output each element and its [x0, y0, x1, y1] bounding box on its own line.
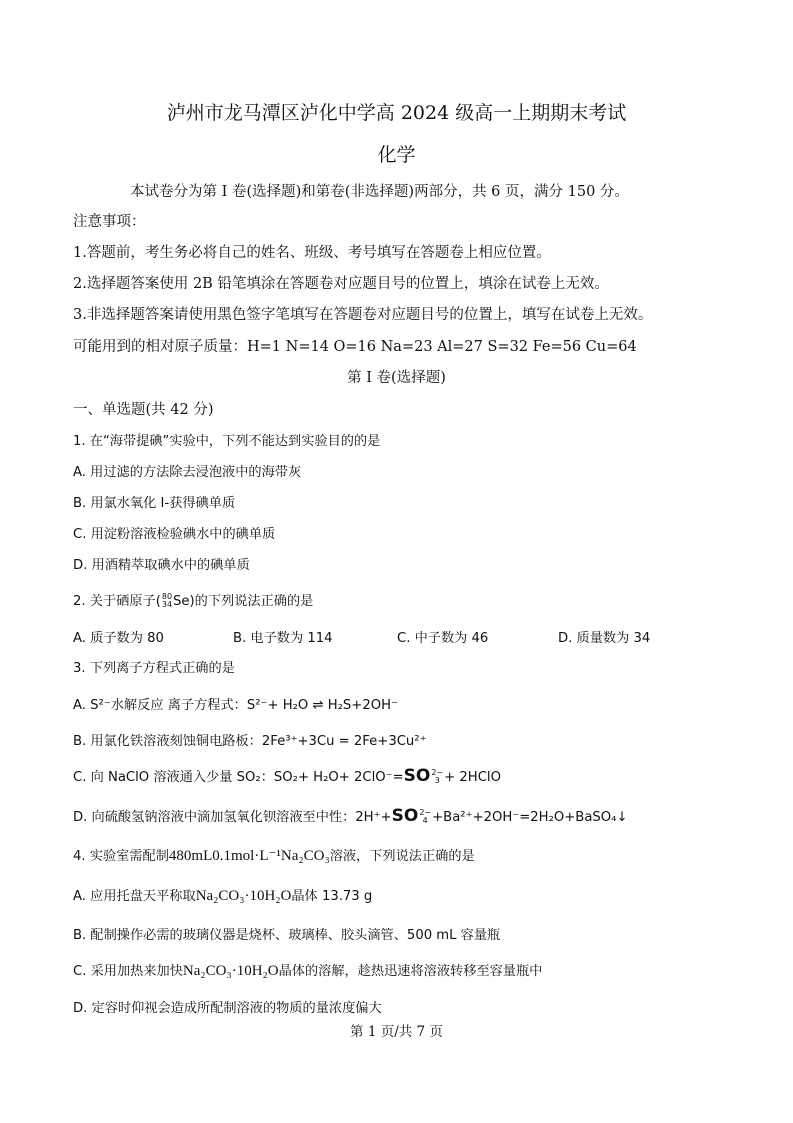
q3-option-b: B. 用氯化铁溶液刻蚀铜电路板：2Fe³⁺+3Cu = 2Fe+3Cu²⁺: [73, 734, 427, 749]
q2-option-d: D. 质量数为 34: [558, 631, 651, 646]
q3-d-charge: [419, 809, 431, 825]
q4-a-pre: A. 应用托盘天平称取: [73, 889, 196, 904]
q3-option-d: [73, 806, 628, 826]
exam-title: 泸州市龙马潭区泸化中学高 2024 级高一上期期末考试: [166, 102, 627, 124]
q3-d-sub: 4: [422, 816, 428, 825]
q3-d-sup: 2−: [419, 808, 432, 817]
q1-option-c: C. 用淀粉溶液检验碘水中的碘单质: [73, 527, 276, 542]
q2-option-a: A. 质子数为 80: [73, 631, 164, 646]
intro-text: 本试卷分为第 I 卷(选择题)和第卷(非选择题)两部分，共 6 页，满分 150 分。: [130, 184, 629, 200]
q4-option-b: B. 配制操作必需的玻璃仪器是烧杯、玻璃棒、胶头滴管、500 mL 容量瓶: [73, 928, 501, 943]
q3-d-post: +Ba²⁺+2OH⁻=2H₂O+BaSO₄↓: [432, 810, 628, 825]
q4-stem: [73, 845, 475, 865]
page-footer: 第 1 页/共 7 页: [350, 1024, 443, 1040]
q1-option-d: D. 用酒精萃取碘水中的碘单质: [73, 558, 250, 573]
q3-c-post: + 2HClO: [444, 770, 501, 785]
q2-stem-pre: 2. 关于硒原子(: [73, 594, 161, 609]
q4-a-formula: Na₂CO₃·10H₂O: [195, 888, 292, 904]
q3-d-ion: SO: [391, 806, 419, 826]
section-title: 一、单选题(共 42 分): [73, 402, 214, 418]
q3-c-pre: C. 向 NaClO 溶液通入少量 SO₂：SO₂+ H₂O+ 2ClO⁻=: [73, 770, 404, 785]
q2-stem-post: )的下列说法正确的是: [189, 594, 314, 609]
q1-option-a: A. 用过滤的方法除去浸泡液中的海带灰: [73, 465, 302, 480]
q4-c-pre: C. 采用加热来加快: [73, 964, 183, 979]
q4-option-c: [73, 960, 542, 980]
q3-option-c: [73, 766, 501, 786]
q3-c-charge: [431, 769, 443, 785]
q4-a-post: 晶体 13.73 g: [291, 889, 373, 904]
q4-stem-pre: 4. 实验室需配制: [73, 849, 169, 864]
q1-option-b: B. 用氯水氧化 I-获得碘单质: [73, 496, 236, 511]
notice-3: 3.非选择题答案请使用黑色签字笔填写在答题卷对应题目号的位置上，填写在试卷上无效。: [73, 307, 653, 323]
q3-c-ion: SO: [403, 766, 431, 786]
exam-subject: 化学: [377, 144, 416, 166]
q4-stem-formula: 480mL0.1mol·L⁻¹Na₂CO₃: [168, 848, 330, 864]
q2-option-b: B. 电子数为 114: [233, 631, 333, 646]
q3-stem: 3. 下列离子方程式正确的是: [73, 661, 235, 676]
q1-stem: 1. 在“海带提碘”实验中，下列不能达到实验目的的是: [73, 434, 381, 449]
se-isotope-notation: [162, 593, 172, 609]
q4-c-post: 晶体的溶解，趁热迅速将溶液转移至容量瓶中: [278, 964, 543, 979]
q2-option-c: C. 中子数为 46: [397, 631, 489, 646]
q3-d-pre: D. 向硫酸氢钠溶液中滴加氢氧化钡溶液至中性：2H⁺+: [73, 810, 392, 825]
notice-title: 注意事项：: [73, 214, 146, 230]
q4-option-d: D. 定容时仰视会造成所配制溶液的物质的量浓度偏大: [73, 1001, 382, 1016]
q4-option-a: [73, 885, 372, 905]
q2-stem: [73, 590, 313, 609]
q3-option-a: A. S²⁻水解反应 离子方程式：S²⁻+ H₂O ⇌ H₂S+2OH⁻: [73, 698, 399, 713]
q4-c-formula: Na₂CO₃·10H₂O: [182, 963, 279, 979]
part-title: 第 I 卷(选择题): [347, 370, 446, 386]
q3-c-sup: 2−: [431, 768, 444, 777]
atomic-masses: 可能用到的相对原子质量：H=1 N=14 O=16 Na=23 Al=27 S=32 Fe=56 Cu=64: [73, 339, 637, 355]
q3-c-sub: 3: [434, 776, 440, 785]
q4-stem-post: 溶液，下列说法正确的是: [329, 849, 475, 864]
se-symbol: Se: [173, 594, 190, 609]
notice-2: 2.选择题答案使用 2B 铅笔填涂在答题卷对应题目号的位置上，填涂在试卷上无效。: [73, 276, 609, 292]
se-mass-number: 80: [161, 592, 173, 601]
notice-1: 1.答题前，考生务必将自己的姓名、班级、考号填写在答题卷上相应位置。: [73, 245, 551, 261]
se-atomic-number: 34: [161, 600, 173, 609]
